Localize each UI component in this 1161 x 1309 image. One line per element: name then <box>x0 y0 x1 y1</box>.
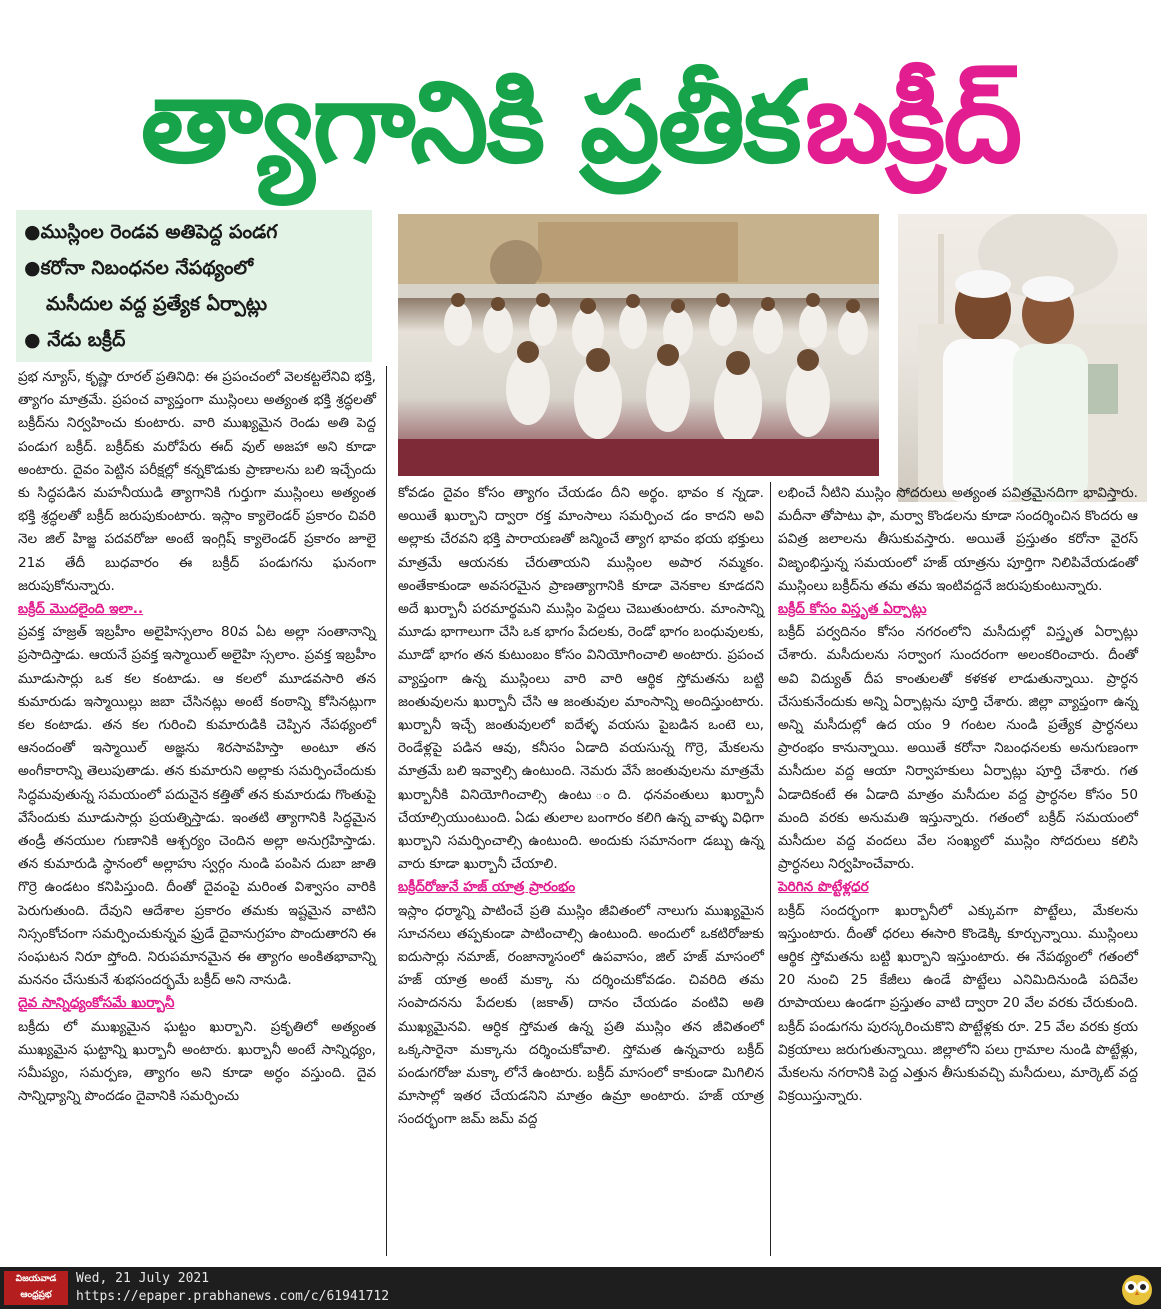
headline-part-green: త్యాగానికి ప్రతీక <box>140 58 800 188</box>
highlight-item: ●ముస్లింల రెండవ అతిపెద్ద పండగ <box>24 221 278 243</box>
article-column-2 <box>398 482 764 1132</box>
edition-date: Wed, 21 July 2021 <box>76 1271 210 1286</box>
article-column-3 <box>778 482 1138 1108</box>
owl-icon <box>1119 1270 1155 1306</box>
article-paragraph: బక్రీద్ పర్వదినం కోసం నగరంలోని మసీదుల్లో విస్తృత ఏర్పాట్లు చేశారు. మసీదులను సర్వాంగ సుందరంగా అలంకరించారు. దీంతో అవి విద్యుత్ దీప కాంతులతో కళకళ లాడుతున్నాయి. ప్రార్ధన చేసుకునేందుకు అన్ని ఏర్పాట్లను పూర్తి చేశారు. జిల్లా వ్యాప్తంగా ఉన్న అన్ని మసీదుల్లో ఉద యం 9 గంటల నుండి ప్రత్యేక ప్రార్ధనలు ప్రారంభం కానున్నాయి. అయితే కరోనా నిబంధనలకు అనుగుణంగా మసీదుల వద్ద ఆయా నిర్వాహకులు ఏర్పాట్లు పూర్తి చేశారు. గత ఏడాదికంటే ఈ ఏడాది మాత్రం మసీదుల వద్ద ప్రార్ధనల కోసం 50 మంది వరకు అనుమతి ఇస్తున్నారు. గతంలో బక్రీద్ సమయంలో మసీదుల వద్ద వందలు వేల సంఖ్యలో ముస్లిం సోదరులు కలిసి ప్రార్ధనలు నిర్వహించేవారు. <box>778 624 1138 873</box>
newspaper-logo <box>4 1271 68 1305</box>
column-divider <box>770 482 771 1256</box>
article-paragraph: కోవడం దైవం కోసం త్యాగం చేయడం దీని అర్థం. భావం క న్నడా. అయితే ఖుర్బాని ద్వారా రక్త మాంసాలు సమర్పించ డం కాదని అవి అల్లాకు చేరవని భక్తి పారాయణతో జన్మించే త్యాగ భావం భయ భక్తులు మాత్రమే ఆయనకు చేరుతాయని ముస్లింల అపార నమ్మకం. అంతేకాకుండా అవసరమైన ప్రాణత్యాగానికి కూడా వెనకాల కూడదని అదే ఖుర్బానీ పరమార్థమని ముస్లిం పెద్దలు చెబుతుంటారు. మాంసాన్ని మూడు భాగాలుగా చేసి ఒక భాగం పేదలకు, రెండో భాగం బంధువులకు, మూడో భాగం తన కుటుంబం కోసం వినియోగించాలి అంటారు. ప్రపంచ వ్యాప్తంగా ఉన్న ముస్లింలు వారి వారి ఆర్థిక స్తోమతను బట్టి జంతువులను ఖుర్బానీ చేసి ఆ జంతువుల మాంసాన్ని అందిస్తుంటారు. ఖుర్బానీ ఇచ్చే జంతువులలో ఐదేళ్ళ వయసు పైబడిన ఒంటె లు, రెండేళ్లపై పడిన ఆవు, కనీసం ఏడాది వయసున్న గొర్రె, మేకలను మాత్రమే బలి ఇవ్వాల్సి ఉంటుంది. నెమరు వేసే జంతువులను మాత్రమే ఖుర్బానీకి వినియోగించాల్సి ఉంటు ంది. ధనవంతులు ఖుర్బానీ చేయాల్సియుంటుంది. ఏడు తులాల బంగారం కలిగి ఉన్న వాళ్ళు విధిగా ఖుర్బాని సమర్పించాల్సి ఉంటుంది. అందుకు సమానంగా డబ్బు ఉన్న వారు కూడా ఖుర్బానీ చేయాలి. <box>398 485 764 873</box>
article-paragraph: బక్రీదు లో ముఖ్యమైన ఘట్టం ఖుర్బాని. ప్రకృతిలో అత్యంత ముఖ్యమైన ఘట్టాన్ని ఖుర్బానీ అంటారు. ఖుర్బానీ అంటే సాన్నిధ్యం, సమీప్యం, సమర్పణ, త్యాగం అని కూడా అర్ధం వస్తుంది. దైవ సాన్నిధ్యాన్ని పొందడం దైవానికి సమర్పించు <box>18 1018 376 1105</box>
section-heading: పెరిగిన పొట్టేళ్లధర <box>778 879 869 896</box>
article-paragraph: లభించే నీటిని ముస్లిం సోదరులు అత్యంత పవిత్రమైనదిగా భావిస్తారు. మదీనా తోపాటు ఫా, మర్వా కొండలను కూడా సందర్శించిన కొందరు ఆ పవిత్ర జలాలను తీసుకువస్తారు. అయితే ప్రస్తుతం కరోనా వైరస్ విజృంభిస్తున్న సమయంలో హజ్ యాత్రను పూర్తిగా నిలిపివేయడంతో ముస్లింలు బక్రీద్‌ను తమ తమ ఇంటివద్దనే జరుపుకుంటున్నారు. <box>778 485 1138 594</box>
column-divider <box>386 366 387 1256</box>
children-embracing-photo <box>898 214 1147 502</box>
footer-info <box>76 1270 389 1306</box>
article-paragraph: ప్రవక్త హజ్రత్ ఇబ్రహీం అలైహిస్సలాం 80వ ఏట అల్లా సంతానాన్ని ప్రసాదిస్తాడు. ఆయనే ప్రవక్త ఇస్మాయిల్ అలైహి స్సలాం. ప్రవక్త ఇబ్రహీం మూడుసార్లు ఒక కల కంటాడు. ఆ కలలో మూడవసారి తన కుమారుడు ఇస్మాయిల్లు జబా చేసినట్లు అంటే కంఠాన్ని కోసినట్లుగా కల కంటాడు. తన కల గురించి కుమారుడికి చెప్పిన నేపథ్యంలో ఆనందంతో ఇస్మాయిల్ అజ్ఞను శిరసావహిస్తా అంటూ తన అంగీకారాన్ని తెలుపుతాడు. తన కుమారుని అల్లాకు సమర్పించేందుకు సిద్ధమవుతున్న సమయంలో పదునైన కత్తితో తన కుమారుడు గొంతుపై వేసేందుకు మూడుసార్లు ప్రయత్నిస్తాడు. ఇంతటి త్యాగానికి సిద్ధమైన తండ్రీ తనయుల గుణానికి ఆశ్చర్యం చెందిన అల్లా అనుగ్రహిస్తాడు. తన కుమారుడి స్థానంలో అల్లాహు స్వర్గం నుండి పంపిన దుబా జాతి గొర్రె ఉండటం కనిపిస్తుంది. దీంతో దైవంపై మరింత విశ్వాసం వారికి పెరుగుతుంది. దేవుని ఆదేశాల ప్రకారం తమకు ఇష్టమైన వాటిని నిస్సంకోచంగా సమర్పించుకున్నవ ఫ్రుడే దైవానుగ్రహం పొందుతారని ఈ సంఘటన నిరూ ప్తోంది. నిరుపమానమైన ఈ త్యాగం అంకితభావాన్ని మననం చేసుకునే శుభసందర్భమే బక్రీద్ అని నానుడి. <box>18 624 376 989</box>
headline <box>0 48 1161 198</box>
mosque-prayer-photo <box>398 214 879 476</box>
article-column-1 <box>18 366 376 1109</box>
section-heading: బక్రీద్ మొదలైంది ఇలా.. <box>18 601 144 618</box>
article-paragraph: ప్రభ న్యూస్, కృష్ణా రూరల్ ప్రతినిధి: ఈ ప్రపంచంలో వెలకట్టలేనివి భక్తి, త్యాగం మాత్రమే. ప్రపంచ వ్యాప్తంగా ముస్లింలు అత్యంత భక్తి శ్రద్ధలతో బక్రీద్‌ను నిర్వహించు కుంటారు. వారి ముఖ్యమైన రెండు అతి పెద్ద పండుగ బక్రీద్. బక్రీద్‌కు మరోపేరు ఈద్ వుల్ అజహా అని కూడా అంటారు. దైవం పెట్టిన పరీక్షల్లో కన్నకొడుకు ప్రాణాలను బలి ఇచ్చేందు కు సిద్ధపడిన మహనీయుడి త్యాగానికి గుర్తుగా ముస్లింలు అత్యంత భక్తి శ్రద్ధలతో బక్రీద్ జరుపుకుంటారు. ఇస్లాం క్యాలెండర్ ప్రకారం చివరి నెల జిల్ హిజ్జ పదవరోజు అంటే ఇంగ్లిష్ క్యాలెండర్ ప్రకారం జూలై 21వ తేదీ బుధవారం ఈ బక్రీద్ పండుగను ఘనంగా జరుపుకోనున్నారు. <box>18 369 376 594</box>
epaper-footer <box>0 1267 1161 1309</box>
headline-part-pink: బక్రీద్ <box>804 58 1021 188</box>
highlight-item: ●కరోనా నిబంధనల నేపథ్యంలో <box>24 257 254 279</box>
highlights-box <box>16 210 372 362</box>
logo-name: ఆంధ్రప్రభ <box>20 1290 52 1300</box>
highlight-item: మసీదుల వద్ద ప్రత్యేక ఏర్పాట్లు <box>46 293 268 315</box>
section-heading: బక్రీద్ కోసం విస్తృత ఏర్పాట్లు <box>778 601 927 618</box>
section-heading: దైవ సాన్నిధ్యంకోసమే ఖుర్బానీ <box>18 995 175 1012</box>
highlight-item: ● నేడు బక్రీద్ <box>24 329 126 351</box>
logo-edition: విజయవాడ <box>15 1274 57 1284</box>
article-paragraph: ఇస్లాం ధర్మాన్ని పాటించే ప్రతి ముస్లిం జీవితంలో నాలుగు ముఖ్యమైన సూచనలు తప్పకుండా పాటించాల్సి ఉంటుంది. అందులో ఒకటిరోజుకు ఐదుసార్లు నమాజ్, రంజాన్మాసంలో ఉపవాసం, జిల్ హజ్ మాసంలో హజ్ యాత్ర అంటే మక్కా ను దర్శించుకోవడం. చివరిది తమ సంపాదనను పేదలకు (జకాత్) దానం చేయడం వంటివి అతి ముఖ్యమైనవి. ఆర్ధిక స్తోమత ఉన్న ప్రతి ముస్లిం తన జీవితంలో ఒక్కసారైనా మక్కాను దర్శించుకోవాలి. స్తోమత ఉన్నవారు బక్రీద్ పండుగరోజు మక్కా లోనే ఉంటారు. బక్రీద్ మాసంలో కాకుండా మిగిలిన మాసాల్లో ఇతర చేయడనిని మాత్రం ఉమ్రా అంటారు. హజ్ యాత్ర సందర్భంగా జమ్ జమ్ వద్ద <box>398 902 764 1128</box>
article-paragraph: బక్రీద్ సందర్భంగా ఖుర్బానీలో ఎక్కువగా పొట్టేలు, మేకలను ఇస్తుంటారు. దీంతో ధరలు ఈసారి కొండెక్కి కూర్చున్నాయి. ముస్లింలు ఆర్థిక స్తోమతను బట్టి ఖుర్బాని ఇస్తుంటారు. ఈ నేపథ్యంలో గతంలో 20 నుంచి 25 కేజీలు ఉండే పొట్టేలు ఎనిమిదినుండి పదివేల రూపాయలు ఉండగా ప్రస్తుతం వాటి ద్వారా 20 వేల వరకు చేరుకుంది. బక్రీద్ పండుగను పురస్కరించుకొని పొట్టేళ్లకు రూ. 25 వేల వరకు క్రయ విక్రయాలు జరుగుతున్నాయి. జిల్లాలోని పలు గ్రామాల నుండి పొట్టేళ్లు, మేకలను నగరానికి పెద్ద ఎత్తున తీసుకువచ్చి మసీదులు, మార్కెట్ వద్ద విక్రయిస్తున్నారు. <box>778 902 1138 1105</box>
section-heading: బక్రీద్‌రోజునే హజ్ యాత్ర ప్రారంభం <box>398 879 576 896</box>
article-link[interactable]: https://epaper.prabhanews.com/c/61941712 <box>76 1289 390 1304</box>
